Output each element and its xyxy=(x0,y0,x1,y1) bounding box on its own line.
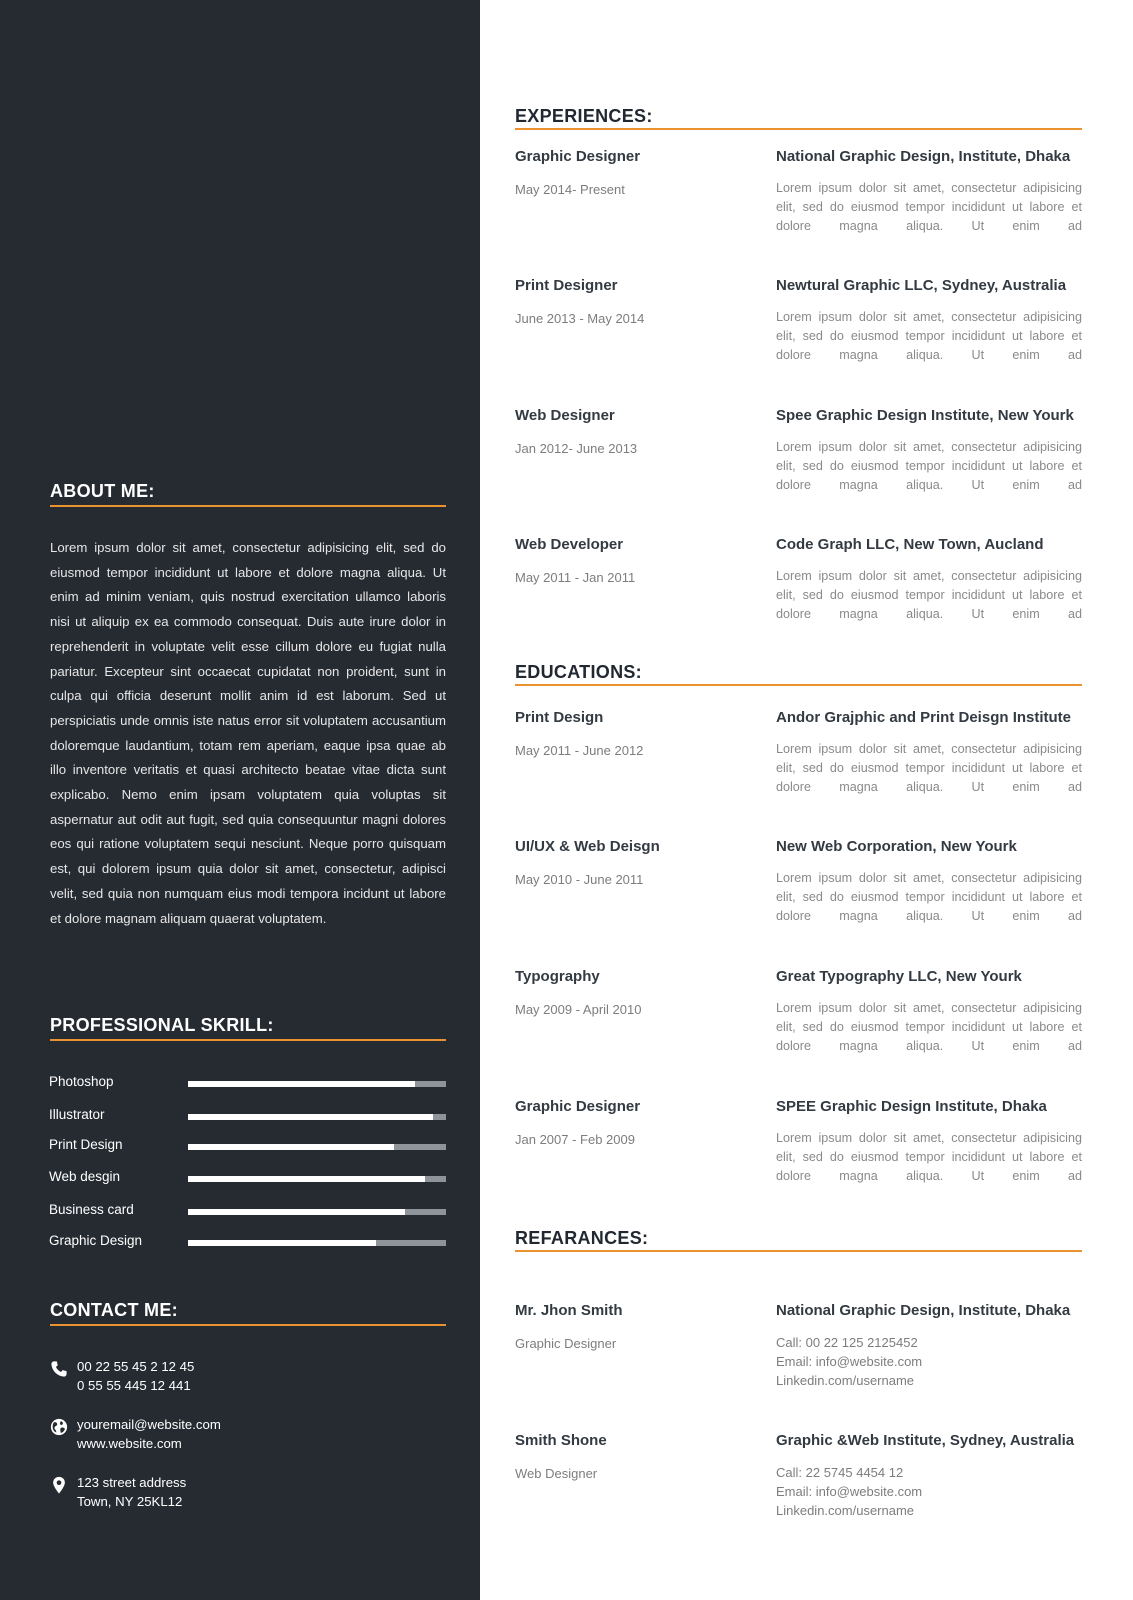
skill-name: Photoshop xyxy=(49,1074,114,1089)
reference-call: Call: 00 22 125 2125452 xyxy=(776,1335,918,1350)
entry-description: Lorem ipsum dolor sit amet, consectetur adipisicing elit, sed do eiusmod tempor incididunt ut labore et dolore magna aliqua. Ut enim ad xyxy=(776,310,1082,362)
entry-description: Lorem ipsum dolor sit amet, consectetur adipisicing elit, sed do eiusmod tempor incididunt ut labore et dolore magna aliqua. Ut enim ad xyxy=(776,1131,1082,1183)
skill-bar xyxy=(188,1240,446,1246)
references-heading: REFARANCES: xyxy=(515,1228,1082,1252)
address-line: 123 street address xyxy=(77,1475,187,1490)
entry-title: Web Designer xyxy=(515,407,615,424)
experience-entry xyxy=(515,277,1082,387)
phone-number: 00 22 55 45 2 12 45 xyxy=(77,1359,195,1374)
experiences-heading: EXPERIENCES: xyxy=(515,106,1082,130)
skill-bar-fill xyxy=(188,1081,415,1087)
experience-entry xyxy=(515,536,1082,646)
reference-email: Email: info@website.com xyxy=(776,1484,923,1499)
reference-role: Graphic Designer xyxy=(515,1336,617,1351)
entry-description: Lorem ipsum dolor sit amet, consectetur adipisicing elit, sed do eiusmod tempor incididunt ut labore et dolore magna aliqua. Ut enim ad xyxy=(776,1001,1082,1053)
skill-name: Print Design xyxy=(49,1137,123,1152)
phone-icon xyxy=(50,1359,68,1379)
entry-description: Lorem ipsum dolor sit amet, consectetur adipisicing elit, sed do eiusmod tempor incididunt ut labore et dolore magna aliqua. Ut enim ad xyxy=(776,871,1082,923)
skill-bar-fill xyxy=(188,1114,433,1120)
reference-organization: National Graphic Design, Institute, Dhaka xyxy=(776,1302,1071,1319)
about-text: Lorem ipsum dolor sit amet, consectetur adipisicing elit, sed do eiusmod tempor incididunt ut labore et dolore magna aliqua. Ut enim ad minim veniam, quis nostrud exercitation ullamco laboris nisi ut aliquip ex ea commodo consequat. Duis aute irure dolor in reprehenderit in voluptate velit esse cillum dolore eu fugiat nulla pariatur. Excepteur sint occaecat cupidatat non proident, sunt in culpa qui officia deserunt mollit anim id est laborum. Sed ut perspiciatis unde omnis iste natus error sit voluptatem accusantium doloremque laudantium, totam rem aperiam, eaque ipsa quae ab illo inventore veritatis et quasi architecto beatae vitae dicta sunt explicabo. Nemo enim ipsam voluptatem quia voluptas sit aspernatur aut odit aut fugit, sed quia consequuntur magni dolores eos qui ratione voluptatem sequi nesciunt. Neque porro quisquam est, qui dolorem ipsum quia dolor sit amet, consectetur, adipisci velit, sed quia non numquam eius modi tempora incidunt ut labore et dolore magnam aliquam quaerat voluptatem. xyxy=(50,540,446,926)
entry-date: Jan 2012- June 2013 xyxy=(515,441,638,456)
skill-bar-fill xyxy=(188,1176,425,1182)
skill-bar xyxy=(188,1209,446,1215)
entry-organization: National Graphic Design, Institute, Dhaka xyxy=(776,148,1071,165)
education-entry xyxy=(515,709,1082,819)
skills-heading: PROFESSIONAL SKRILL: xyxy=(50,1015,446,1041)
contact-heading: CONTACT ME: xyxy=(50,1300,446,1326)
entry-organization: Great Typography LLC, New Yourk xyxy=(776,968,1022,985)
entry-title: Print Design xyxy=(515,709,604,726)
skill-row xyxy=(49,1169,446,1189)
experience-entry xyxy=(515,407,1082,517)
experience-entry xyxy=(515,148,1082,258)
entry-organization: Spee Graphic Design Institute, New Yourk xyxy=(776,407,1074,424)
entry-description: Lorem ipsum dolor sit amet, consectetur adipisicing elit, sed do eiusmod tempor incididunt ut labore et dolore magna aliqua. Ut enim ad xyxy=(776,181,1082,233)
reference-name: Smith Shone xyxy=(515,1432,607,1449)
skill-bar xyxy=(188,1114,446,1120)
skill-bar-fill xyxy=(188,1240,376,1246)
address-line: Town, NY 25KL12 xyxy=(77,1494,183,1509)
entry-description: Lorem ipsum dolor sit amet, consectetur adipisicing elit, sed do eiusmod tempor incididunt ut labore et dolore magna aliqua. Ut enim ad xyxy=(776,742,1082,794)
entry-description: Lorem ipsum dolor sit amet, consectetur adipisicing elit, sed do eiusmod tempor incididunt ut labore et dolore magna aliqua. Ut enim ad xyxy=(776,569,1082,621)
educations-heading: EDUCATIONS: xyxy=(515,662,1082,686)
reference-linkedin: Linkedin.com/username xyxy=(776,1373,915,1388)
skill-row xyxy=(49,1074,446,1094)
contact-web-lines xyxy=(77,1415,221,1453)
reference-contact xyxy=(776,1463,1082,1520)
email-text: youremail@website.com xyxy=(77,1417,221,1432)
skill-row xyxy=(49,1233,446,1253)
entry-date: May 2009 - April 2010 xyxy=(515,1002,642,1017)
entry-date: May 2014- Present xyxy=(515,182,625,197)
entry-organization: Code Graph LLC, New Town, Aucland xyxy=(776,536,1044,553)
entry-organization: Andor Grajphic and Print Deisgn Institute xyxy=(776,709,1072,726)
skill-name: Web desgin xyxy=(49,1169,121,1184)
skill-bar-fill xyxy=(188,1144,394,1150)
reference-entry xyxy=(515,1432,1082,1542)
entry-description: Lorem ipsum dolor sit amet, consectetur adipisicing elit, sed do eiusmod tempor incididunt ut labore et dolore magna aliqua. Ut enim ad xyxy=(776,440,1082,492)
entry-organization: New Web Corporation, New Yourk xyxy=(776,838,1017,855)
entry-title: UI/UX & Web Deisgn xyxy=(515,838,660,855)
entry-date: June 2013 - May 2014 xyxy=(515,311,645,326)
education-entry xyxy=(515,968,1082,1078)
reference-email: Email: info@website.com xyxy=(776,1354,923,1369)
contact-phone-lines xyxy=(77,1357,194,1395)
entry-organization: Newtural Graphic LLC, Sydney, Australia xyxy=(776,277,1067,294)
reference-linkedin: Linkedin.com/username xyxy=(776,1503,915,1518)
entry-title: Web Developer xyxy=(515,536,624,553)
skill-row xyxy=(49,1137,446,1157)
skill-bar-fill xyxy=(188,1209,405,1215)
entry-date: May 2011 - June 2012 xyxy=(515,743,644,758)
about-heading: ABOUT ME: xyxy=(50,481,446,507)
entry-date: Jan 2007 - Feb 2009 xyxy=(515,1132,635,1147)
reference-entry xyxy=(515,1302,1082,1412)
website-text: www.website.com xyxy=(77,1436,182,1451)
reference-name: Mr. Jhon Smith xyxy=(515,1302,623,1319)
skill-bar xyxy=(188,1144,446,1150)
entry-title: Typography xyxy=(515,968,600,985)
reference-role: Web Designer xyxy=(515,1466,598,1481)
skill-name: Business card xyxy=(49,1202,134,1217)
skill-row xyxy=(49,1202,446,1222)
entry-date: May 2010 - June 2011 xyxy=(515,872,644,887)
reference-organization: Graphic &Web Institute, Sydney, Australia xyxy=(776,1432,1075,1449)
entry-date: May 2011 - Jan 2011 xyxy=(515,570,636,585)
reference-contact xyxy=(776,1333,1082,1390)
skill-name: Illustrator xyxy=(49,1107,105,1122)
phone-number: 0 55 55 445 12 441 xyxy=(77,1378,191,1393)
sidebar xyxy=(0,0,480,1600)
contact-address-lines xyxy=(77,1473,186,1511)
education-entry xyxy=(515,1098,1082,1208)
entry-title: Print Designer xyxy=(515,277,618,294)
education-entry xyxy=(515,838,1082,948)
skill-bar xyxy=(188,1081,446,1087)
entry-title: Graphic Designer xyxy=(515,1098,641,1115)
reference-call: Call: 22 5745 4454 12 xyxy=(776,1465,904,1480)
entry-organization: SPEE Graphic Design Institute, Dhaka xyxy=(776,1098,1047,1115)
entry-title: Graphic Designer xyxy=(515,148,641,165)
skill-name: Graphic Design xyxy=(49,1233,143,1248)
location-pin-icon xyxy=(50,1475,68,1495)
skill-row xyxy=(49,1107,446,1127)
globe-icon xyxy=(50,1417,68,1437)
skill-bar xyxy=(188,1176,446,1182)
